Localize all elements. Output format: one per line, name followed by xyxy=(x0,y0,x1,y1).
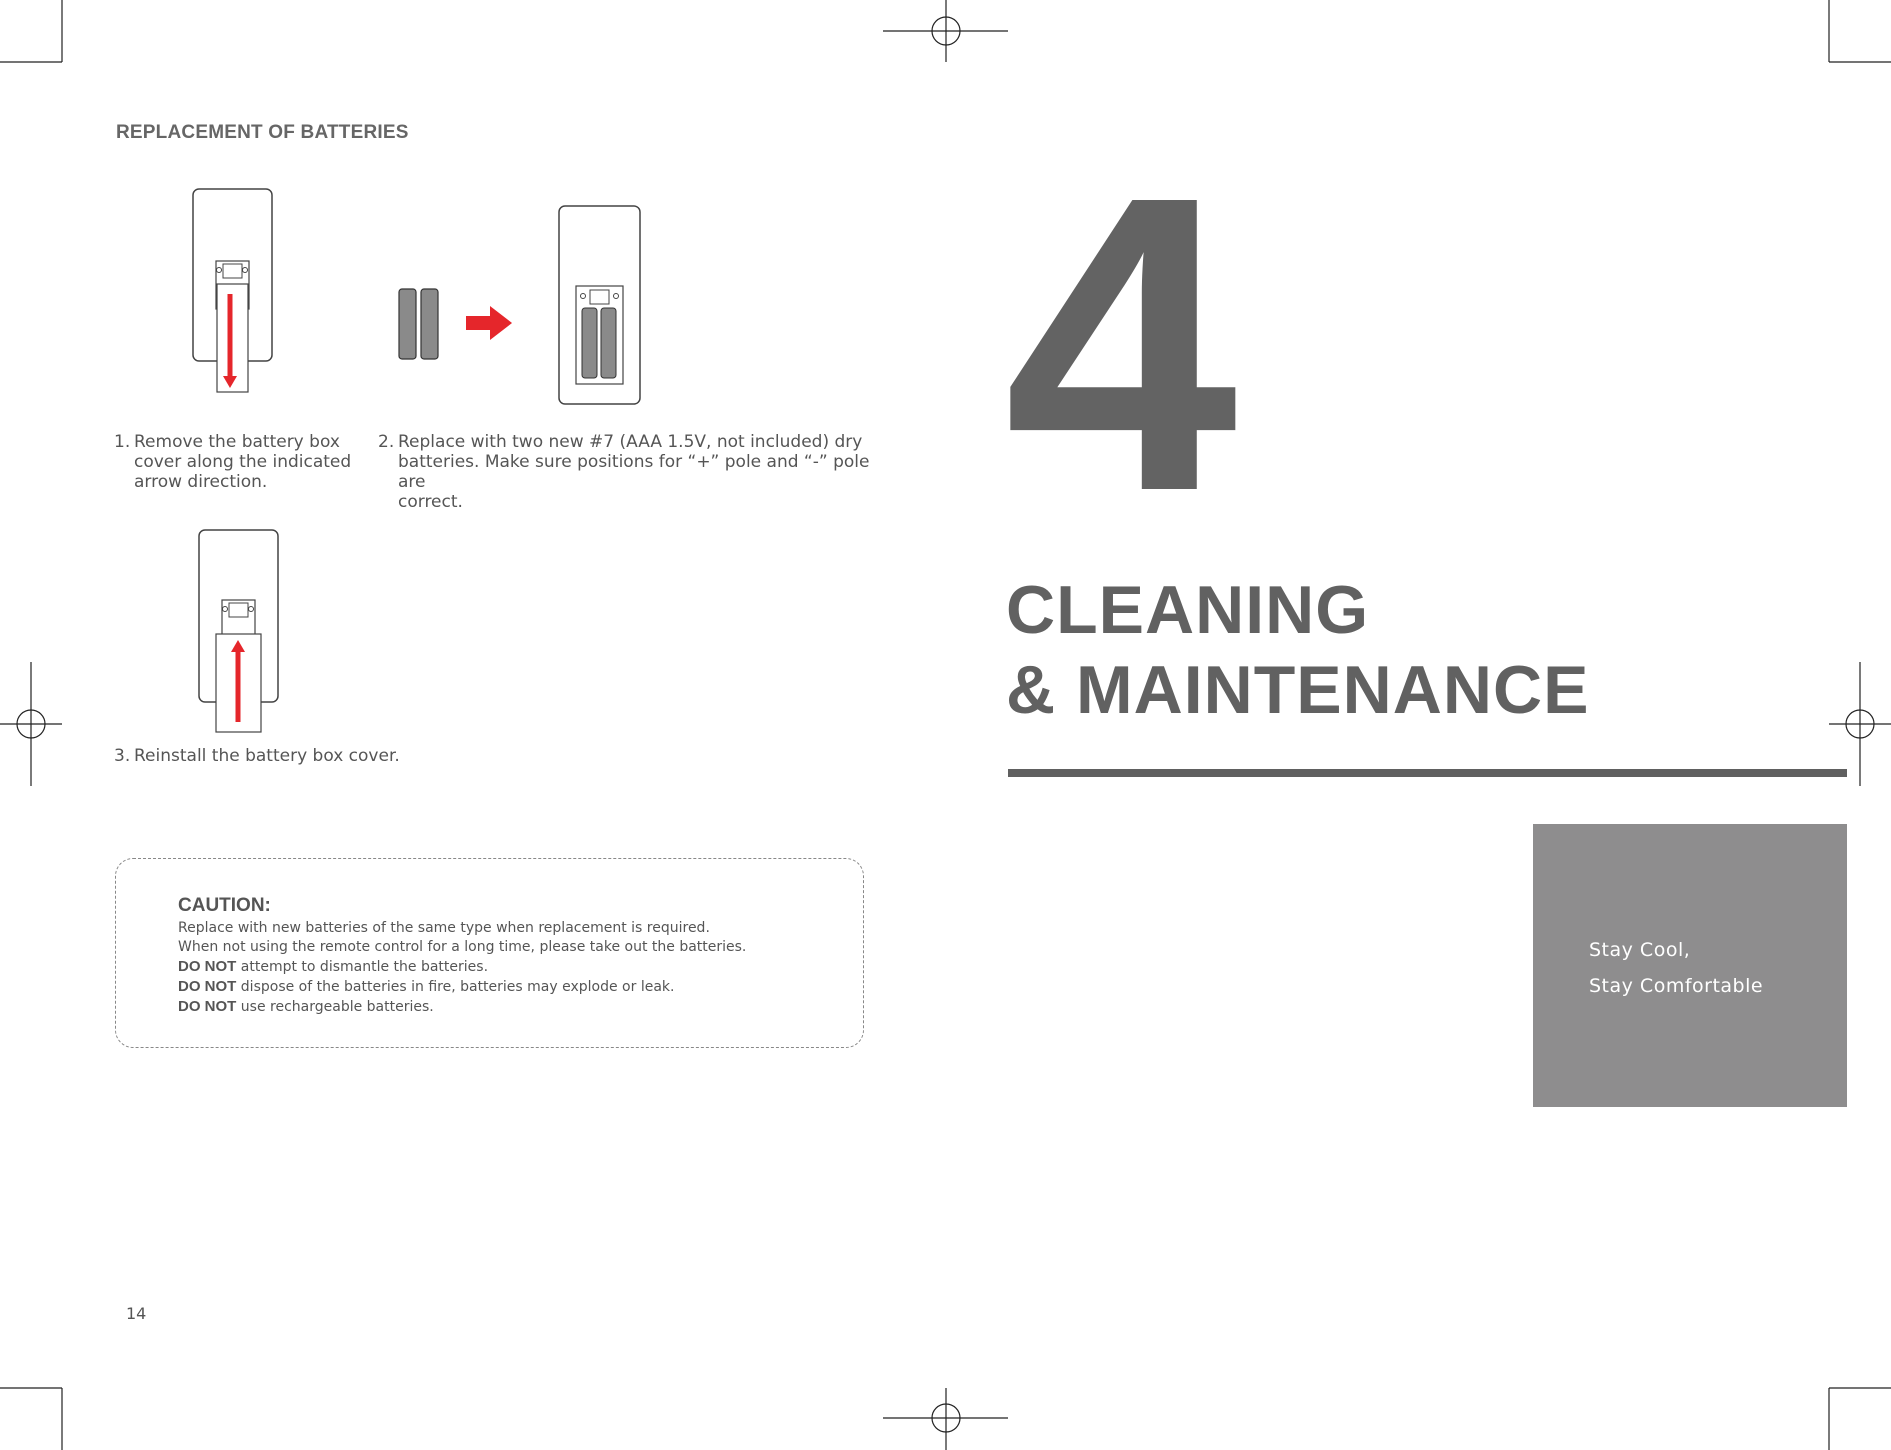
chapter-number: 4 xyxy=(1004,110,1238,579)
step-1: 1. Remove the battery box cover along the indicated arrow direction. xyxy=(114,432,352,492)
remote-reinstall-cover-illustration xyxy=(196,528,286,736)
section-title: REPLACEMENT OF BATTERIES xyxy=(116,122,409,143)
slogan: Stay Cool, Stay Comfortable xyxy=(1589,939,1764,997)
caution-title: CAUTION: xyxy=(178,895,271,916)
caution-line: DO NOT use rechargeable batteries. xyxy=(178,998,434,1015)
remote-remove-cover-illustration xyxy=(190,188,280,396)
arrow-right-icon xyxy=(466,306,512,340)
step-2: 2. Replace with two new #7 (AAA 1.5V, not included) dry batteries. Make sure positions for “+” pole and “-” pole are correct. xyxy=(378,432,870,512)
page-number: 14 xyxy=(126,1304,147,1323)
caution-line: Replace with new batteries of the same type when replacement is required. xyxy=(178,920,710,936)
caution-box xyxy=(115,858,864,1048)
chapter-title: CLEANING & MAINTENANCE xyxy=(1006,572,1590,728)
caution-line: DO NOT dispose of the batteries in fire, batteries may explode or leak. xyxy=(178,978,675,995)
remote-batteries-installed-illustration xyxy=(556,204,644,408)
slogan-box xyxy=(1533,824,1847,1107)
heading-divider xyxy=(1008,769,1847,777)
caution-line: DO NOT attempt to dismantle the batteries. xyxy=(178,958,489,975)
batteries-illustration xyxy=(396,286,444,362)
step-3: 3. Reinstall the battery box cover. xyxy=(114,746,400,766)
caution-line: When not using the remote control for a long time, please take out the batteries. xyxy=(178,939,747,955)
